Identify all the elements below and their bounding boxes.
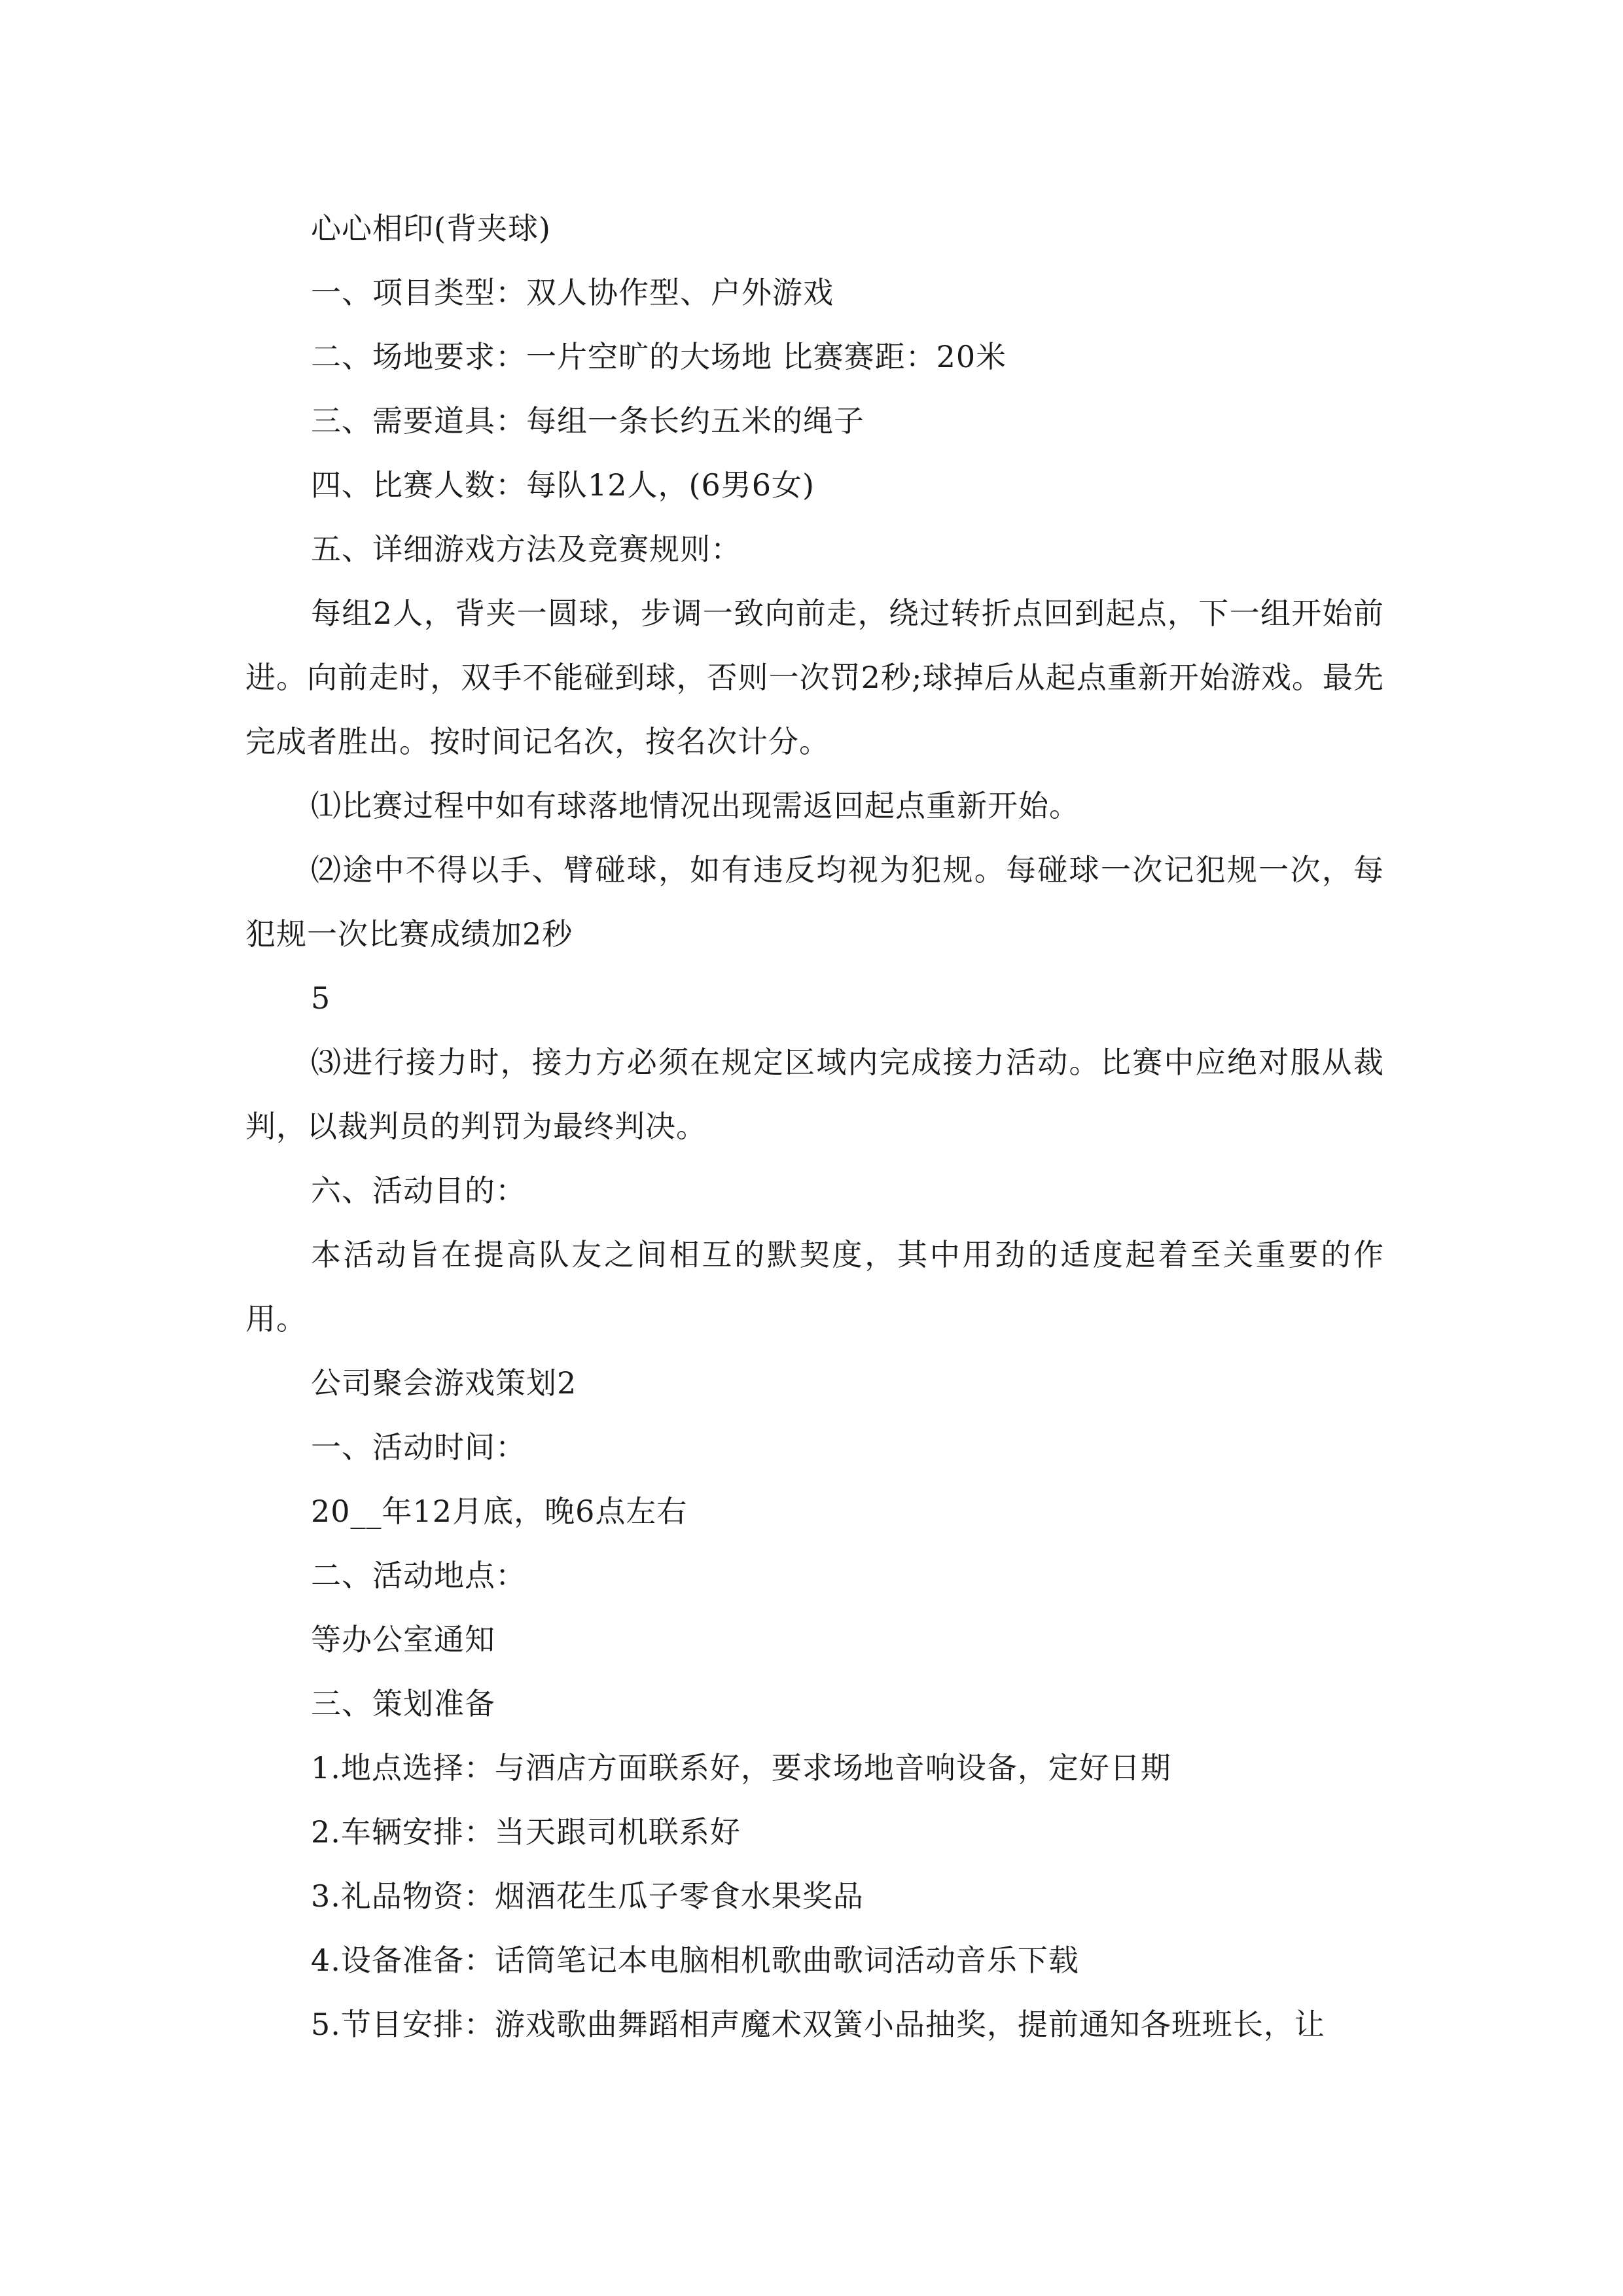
- text-line: 三、需要道具：每组一条长约五米的绳子: [311, 403, 865, 439]
- text-line: 六、活动目的：: [311, 1173, 526, 1208]
- text-line: 五、详细游戏方法及竞赛规则：: [311, 531, 741, 567]
- text-line: 二、活动地点：: [311, 1558, 526, 1593]
- text-line: 三、策划准备: [311, 1686, 495, 1721]
- text-line: 四、比赛人数：每队12人，(6男6女): [311, 467, 815, 503]
- text-line: 3.礼品物资：烟酒花生瓜子零食水果奖品: [311, 1878, 864, 1914]
- text-line: 1.地点选择：与酒店方面联系好，要求场地音响设备，定好日期: [311, 1750, 1171, 1785]
- paragraph: ⑶进行接力时，接力方必须在规定区域内完成接力活动。比赛中应绝对服从裁判，以裁判员的判罚为最终判决。: [245, 1045, 1384, 1144]
- text-line: 等办公室通知: [311, 1622, 495, 1657]
- paragraph: 本活动旨在提高队友之间相互的默契度，其中用劲的适度起着至关重要的作用。: [245, 1237, 1384, 1336]
- text-line: 5.节目安排：游戏歌曲舞蹈相声魔术双簧小品抽奖，提前通知各班班长，让: [311, 2007, 1325, 2042]
- paragraph: ⑵途中不得以手、臂碰球，如有违反均视为犯规。每碰球一次记犯规一次，每犯规一次比赛成绩加2秒: [245, 852, 1384, 952]
- document-body: [245, 196, 1384, 2056]
- text-line: 20__年12月底，晚6点左右: [311, 1494, 688, 1529]
- text-line: 一、活动时间：: [311, 1429, 526, 1465]
- text-line: ⑴比赛过程中如有球落地情况出现需返回起点重新开始。: [311, 788, 1080, 823]
- text-line: 二、场地要求：一片空旷的大场地 比赛赛距：20米: [311, 339, 1007, 374]
- text-line: 一、项目类型：双人协作型、户外游戏: [311, 275, 834, 310]
- section-title: 心心相印(背夹球): [311, 211, 551, 246]
- paragraph: 每组2人，背夹一圆球，步调一致向前走，绕过转折点回到起点，下一组开始前进。向前走时，双手不能碰到球，否则一次罚2秒;球掉后从起点重新开始游戏。最先完成者胜出。按时间记名次，按名次计分。: [245, 596, 1384, 759]
- text-line: 4.设备准备：话筒笔记本电脑相机歌曲歌词活动音乐下载: [311, 1943, 1079, 1978]
- section-title: 公司聚会游戏策划2: [311, 1365, 577, 1401]
- text-line: 5: [311, 980, 331, 1016]
- text-line: 2.车辆安排：当天跟司机联系好: [311, 1814, 741, 1850]
